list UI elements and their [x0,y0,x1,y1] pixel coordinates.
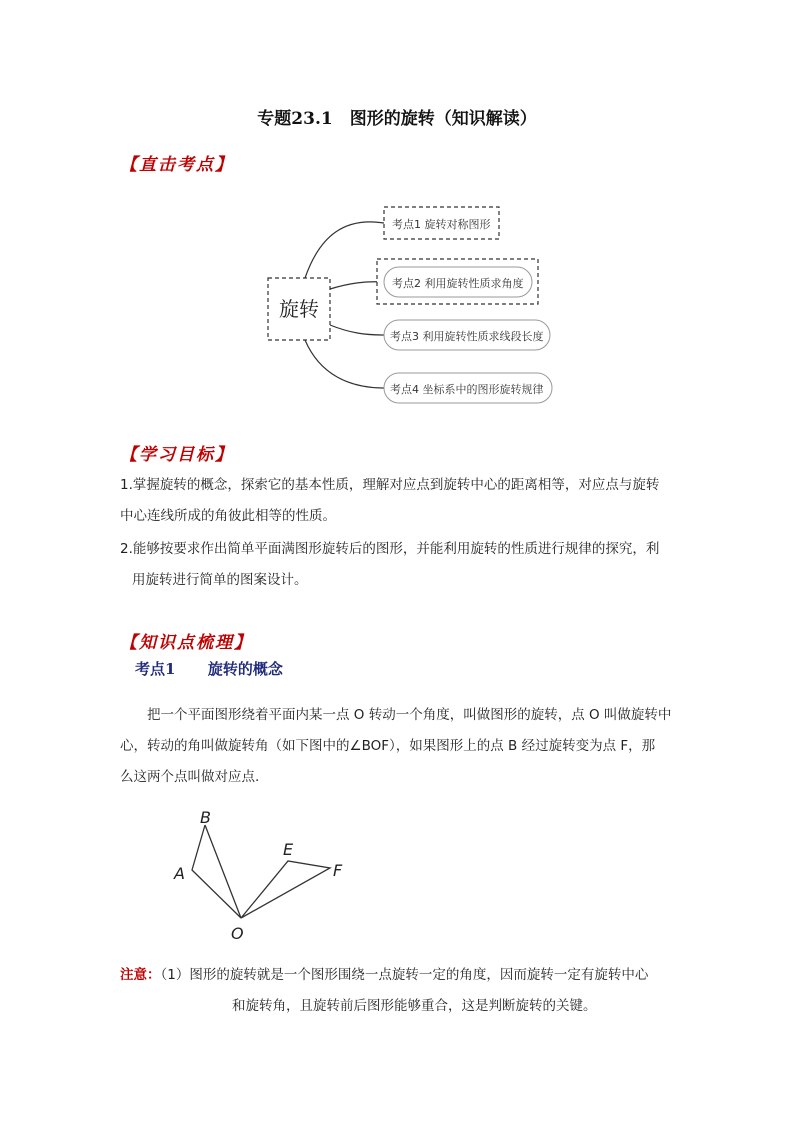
note-line-2: 和旋转角，且旋转前后图形能够重合，这是判断旋转的关键。 [232,998,597,1014]
goal-2 [120,534,690,596]
goal-1 [120,470,690,532]
section-kaodian-heading: 【直击考点】 [120,155,234,175]
kp1-title: 旋转的概念 [207,660,283,678]
section-goals-heading: 【学习目标】 [120,445,234,465]
rotation-figure [165,805,365,950]
goal-2-line-2: 用旋转进行简单的图案设计。 [132,572,308,588]
mindmap-node-4-label: 考点4 坐标系中的图形旋转规律 [390,383,544,396]
kp1-label: 考点1 [135,660,176,678]
concept-line-2: 心，转动的角叫做旋转角（如下图中的∠BOF），如果图形上的点 B 经过旋转变为点 F，那 [120,738,656,754]
concept-paragraph [120,700,690,793]
mindmap-branch-4 [305,340,384,388]
label-B: B [200,808,211,827]
mindmap-node-3-label: 考点3 利用旋转性质求线段长度 [390,330,544,343]
label-F: F [333,861,343,880]
note-block [120,960,690,1022]
mindmap-node-2-label: 考点2 利用旋转性质求角度 [392,277,524,290]
mindmap-branch-1 [305,222,384,278]
kp1-heading [135,658,283,679]
concept-line-3: 么这两个点叫做对应点. [120,769,260,785]
mindmap [260,195,570,415]
goal-1-line-1: 1.掌握旋转的概念，探索它的基本性质，理解对应点到旋转中心的距离相等，对应点与旋转 [120,477,660,493]
mindmap-node-1-label: 考点1 旋转对称图形 [392,218,491,231]
section-knowledge-heading: 【知识点梳理】 [120,633,253,653]
mindmap-branch-2 [330,282,384,289]
label-E: E [283,840,294,859]
note-line-1 [120,960,690,991]
mindmap-branch-3 [330,325,384,335]
goal-1-line-2: 中心连线所成的角彼此相等的性质。 [120,508,336,524]
note-line-1-text: （1）图形的旋转就是一个图形围绕一点旋转一定的角度，因而旋转一定有旋转中心 [160,967,649,983]
mindmap-center-label: 旋转 [279,297,319,321]
goal-2-line-1: 2.能够按要求作出简单平面满图形旋转后的图形，并能利用旋转的性质进行规律的探究，利 [120,541,660,557]
triangle-AOB [192,825,241,918]
note-label: 注意： [120,967,161,983]
triangle-EOF [241,861,330,918]
label-O: O [231,924,244,943]
label-A: A [174,864,185,883]
page-title: 专题23.1 图形的旋转（知识解读） [257,109,537,129]
concept-line-1: 把一个平面图形绕着平面内某一点 O 转动一个角度，叫做图形的旋转，点 O 叫做旋转中 [147,707,672,723]
